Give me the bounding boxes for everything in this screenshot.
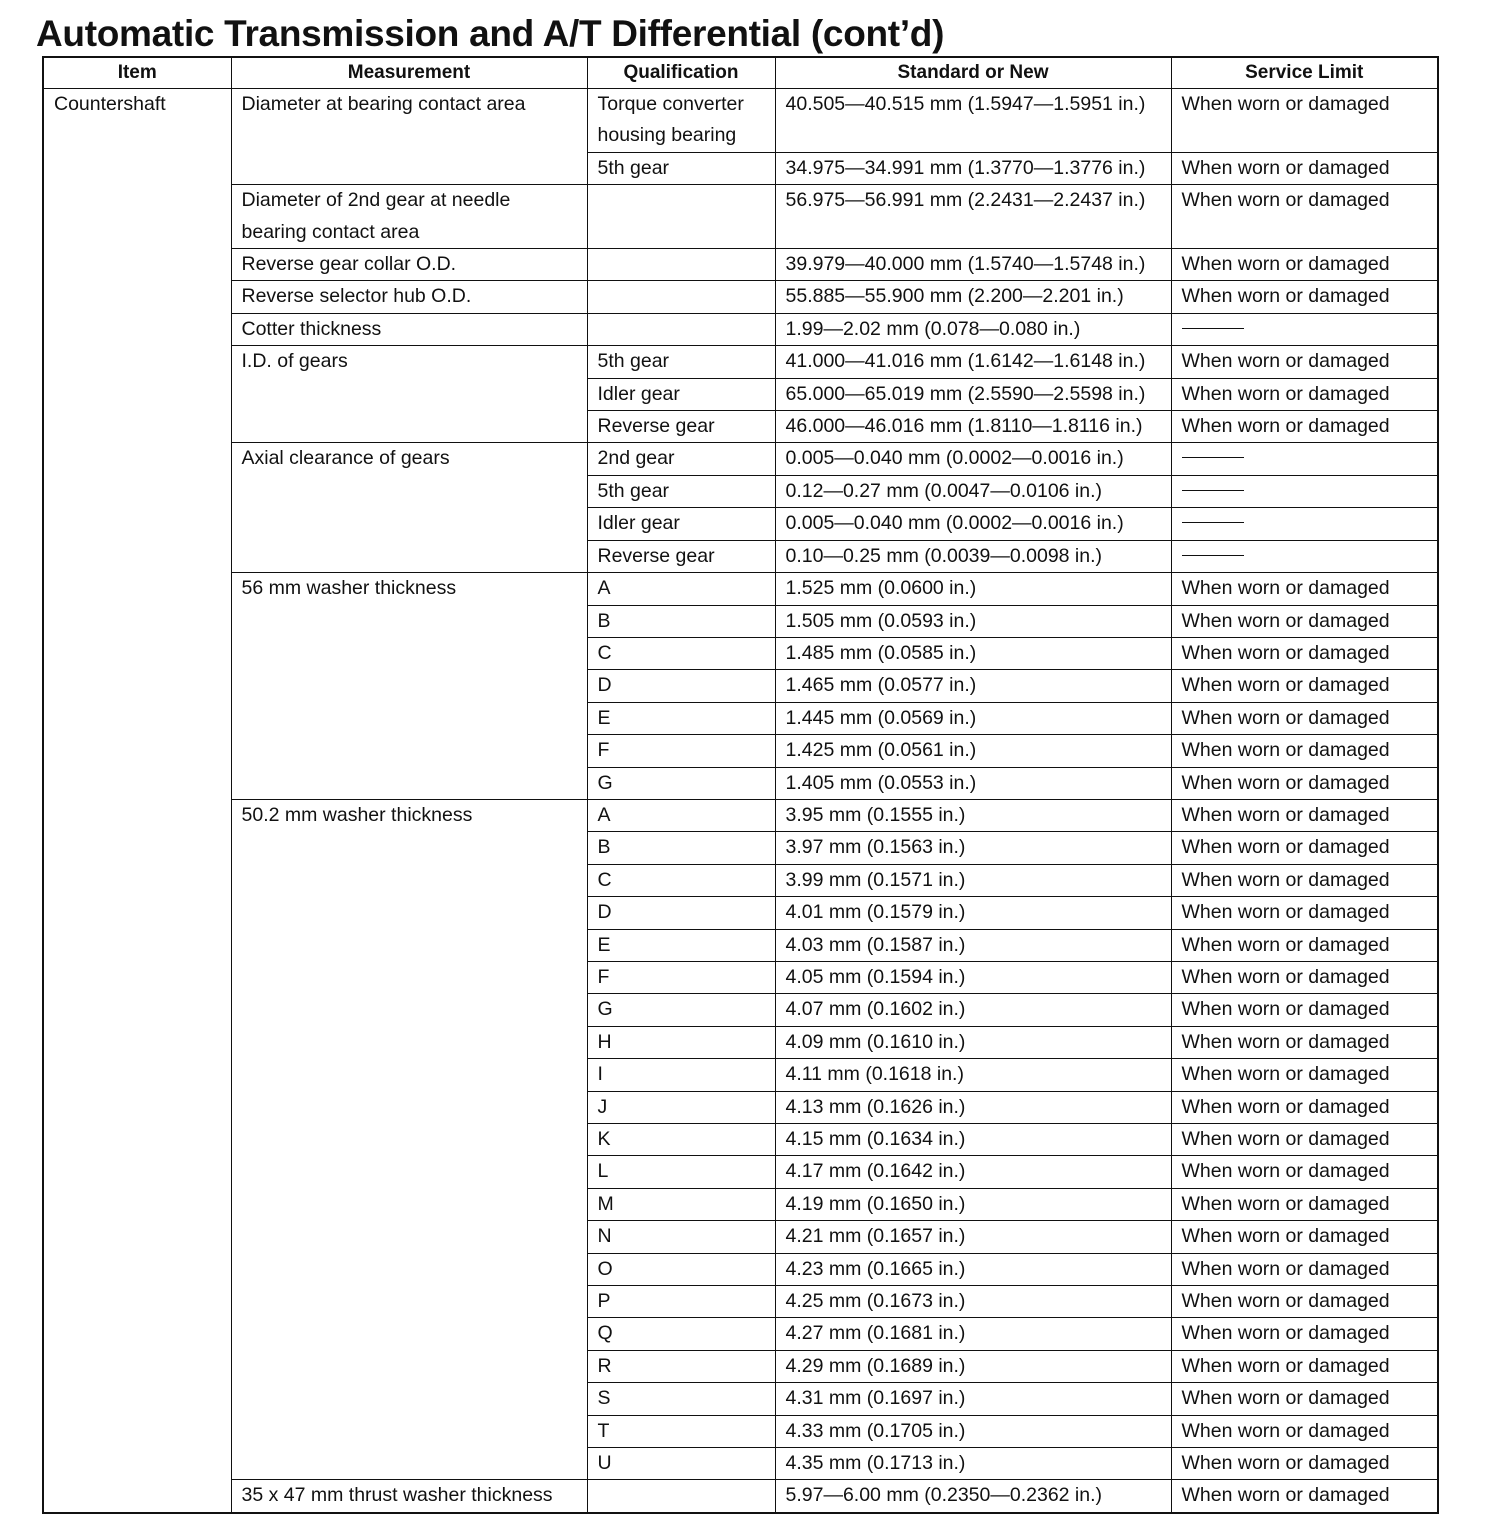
- header-qualification: Qualification: [587, 57, 775, 89]
- qualification-cell: L: [587, 1156, 775, 1188]
- qualification-cell: S: [587, 1383, 775, 1415]
- service-limit-cell: When worn or damaged: [1171, 1480, 1438, 1513]
- standard-cell: 1.445 mm (0.0569 in.): [775, 702, 1171, 734]
- service-limit-cell: When worn or damaged: [1171, 185, 1438, 249]
- service-limit-cell: When worn or damaged: [1171, 346, 1438, 378]
- service-limit-cell: When worn or damaged: [1171, 1383, 1438, 1415]
- table-row: [43, 799, 1438, 831]
- header-measurement: Measurement: [231, 57, 587, 89]
- qualification-cell: E: [587, 702, 775, 734]
- service-limit-cell: When worn or damaged: [1171, 1253, 1438, 1285]
- service-limit-cell: When worn or damaged: [1171, 670, 1438, 702]
- standard-cell: 46.000—46.016 mm (1.8110—1.8116 in.): [775, 411, 1171, 443]
- table-row: [43, 573, 1438, 605]
- service-limit-cell: When worn or damaged: [1171, 1026, 1438, 1058]
- qualification-cell: T: [587, 1415, 775, 1447]
- standard-cell: 4.33 mm (0.1705 in.): [775, 1415, 1171, 1447]
- spec-table: [42, 56, 1439, 1514]
- service-limit-none: [1171, 475, 1438, 507]
- qualification-cell: Reverse gear: [587, 411, 775, 443]
- standard-cell: 39.979—40.000 mm (1.5740—1.5748 in.): [775, 249, 1171, 281]
- measurement-bearing-diameter: Diameter at bearing contact area: [231, 89, 587, 185]
- service-limit-cell: When worn or damaged: [1171, 152, 1438, 184]
- standard-cell: 4.27 mm (0.1681 in.): [775, 1318, 1171, 1350]
- qualification-cell: 5th gear: [587, 346, 775, 378]
- qualification-cell: [587, 185, 775, 249]
- qualification-cell: R: [587, 1350, 775, 1382]
- service-limit-none: [1171, 443, 1438, 475]
- service-limit-cell: When worn or damaged: [1171, 1318, 1438, 1350]
- qualification-cell: F: [587, 961, 775, 993]
- standard-cell: 1.425 mm (0.0561 in.): [775, 735, 1171, 767]
- dash-mark: [1182, 457, 1244, 458]
- standard-cell: 3.97 mm (0.1563 in.): [775, 832, 1171, 864]
- qualification-cell: Idler gear: [587, 378, 775, 410]
- standard-cell: 4.11 mm (0.1618 in.): [775, 1059, 1171, 1091]
- qualification-cell: Torque converter housing bearing: [587, 89, 775, 153]
- qualification-cell: C: [587, 864, 775, 896]
- qualification-cell: D: [587, 670, 775, 702]
- service-limit-cell: When worn or damaged: [1171, 281, 1438, 313]
- standard-cell: 55.885—55.900 mm (2.200—2.201 in.): [775, 281, 1171, 313]
- table-row: [43, 443, 1438, 475]
- standard-cell: 4.23 mm (0.1665 in.): [775, 1253, 1171, 1285]
- standard-cell: 0.005—0.040 mm (0.0002—0.0016 in.): [775, 508, 1171, 540]
- dash-mark: [1182, 490, 1244, 491]
- standard-cell: 0.005—0.040 mm (0.0002—0.0016 in.): [775, 443, 1171, 475]
- dash-mark: [1182, 522, 1244, 523]
- standard-cell: 4.01 mm (0.1579 in.): [775, 897, 1171, 929]
- standard-cell: 4.17 mm (0.1642 in.): [775, 1156, 1171, 1188]
- service-limit-none: [1171, 508, 1438, 540]
- service-limit-cell: When worn or damaged: [1171, 735, 1438, 767]
- qualification-cell: [587, 313, 775, 345]
- service-limit-cell: When worn or damaged: [1171, 1286, 1438, 1318]
- qualification-cell: K: [587, 1124, 775, 1156]
- service-limit-cell: When worn or damaged: [1171, 961, 1438, 993]
- qualification-cell: J: [587, 1091, 775, 1123]
- table-row: [43, 89, 1438, 153]
- service-limit-cell: When worn or damaged: [1171, 1124, 1438, 1156]
- dash-mark: [1182, 328, 1244, 329]
- standard-cell: 1.505 mm (0.0593 in.): [775, 605, 1171, 637]
- qualification-cell: I: [587, 1059, 775, 1091]
- qualification-cell: A: [587, 573, 775, 605]
- service-limit-cell: When worn or damaged: [1171, 1221, 1438, 1253]
- service-limit-cell: When worn or damaged: [1171, 897, 1438, 929]
- measurement-needle-bearing: Diameter of 2nd gear at needle bearing contact area: [231, 185, 587, 249]
- measurement-washer-56mm: 56 mm washer thickness: [231, 573, 587, 800]
- standard-cell: 65.000—65.019 mm (2.5590—2.5598 in.): [775, 378, 1171, 410]
- qualification-cell: 2nd gear: [587, 443, 775, 475]
- qualification-cell: [587, 249, 775, 281]
- measurement-gear-id: I.D. of gears: [231, 346, 587, 443]
- standard-cell: 34.975—34.991 mm (1.3770—1.3776 in.): [775, 152, 1171, 184]
- qualification-cell: A: [587, 799, 775, 831]
- qualification-cell: Idler gear: [587, 508, 775, 540]
- standard-cell: 4.05 mm (0.1594 in.): [775, 961, 1171, 993]
- item-countershaft: Countershaft: [43, 89, 231, 1513]
- qualification-cell: G: [587, 994, 775, 1026]
- qualification-cell: 5th gear: [587, 152, 775, 184]
- standard-cell: 1.485 mm (0.0585 in.): [775, 637, 1171, 669]
- service-limit-none: [1171, 313, 1438, 345]
- standard-cell: 56.975—56.991 mm (2.2431—2.2437 in.): [775, 185, 1171, 249]
- standard-cell: 4.29 mm (0.1689 in.): [775, 1350, 1171, 1382]
- qualification-cell: P: [587, 1286, 775, 1318]
- service-limit-cell: When worn or damaged: [1171, 832, 1438, 864]
- header-item: Item: [43, 57, 231, 89]
- service-limit-cell: When worn or damaged: [1171, 994, 1438, 1026]
- standard-cell: 3.95 mm (0.1555 in.): [775, 799, 1171, 831]
- qualification-cell: M: [587, 1188, 775, 1220]
- table-row: [43, 346, 1438, 378]
- standard-cell: 4.09 mm (0.1610 in.): [775, 1026, 1171, 1058]
- standard-cell: 4.31 mm (0.1697 in.): [775, 1383, 1171, 1415]
- service-limit-cell: When worn or damaged: [1171, 929, 1438, 961]
- measurement-washer-50-2mm: 50.2 mm washer thickness: [231, 799, 587, 1480]
- qualification-cell: C: [587, 637, 775, 669]
- table-row: [43, 313, 1438, 345]
- standard-cell: 1.525 mm (0.0600 in.): [775, 573, 1171, 605]
- qualification-cell: B: [587, 605, 775, 637]
- standard-cell: 41.000—41.016 mm (1.6142—1.6148 in.): [775, 346, 1171, 378]
- page-title: Automatic Transmission and A/T Differential (cont’d): [36, 13, 945, 54]
- service-limit-cell: When worn or damaged: [1171, 249, 1438, 281]
- qualification-cell: F: [587, 735, 775, 767]
- standard-cell: 4.13 mm (0.1626 in.): [775, 1091, 1171, 1123]
- service-limit-cell: When worn or damaged: [1171, 1156, 1438, 1188]
- standard-cell: 1.99—2.02 mm (0.078—0.080 in.): [775, 313, 1171, 345]
- table-row: [43, 249, 1438, 281]
- standard-cell: 4.25 mm (0.1673 in.): [775, 1286, 1171, 1318]
- qualification-cell: O: [587, 1253, 775, 1285]
- qualification-cell: B: [587, 832, 775, 864]
- qualification-cell: Q: [587, 1318, 775, 1350]
- qualification-cell: E: [587, 929, 775, 961]
- qualification-cell: 5th gear: [587, 475, 775, 507]
- measurement-thrust-washer: 35 x 47 mm thrust washer thickness: [231, 1480, 587, 1513]
- service-limit-none: [1171, 540, 1438, 572]
- service-limit-cell: When worn or damaged: [1171, 1188, 1438, 1220]
- qualification-cell: Reverse gear: [587, 540, 775, 572]
- qualification-cell: D: [587, 897, 775, 929]
- standard-cell: 5.97—6.00 mm (0.2350—0.2362 in.): [775, 1480, 1171, 1513]
- qualification-cell: [587, 1480, 775, 1513]
- service-limit-cell: When worn or damaged: [1171, 767, 1438, 799]
- table-row: [43, 185, 1438, 249]
- standard-cell: 0.12—0.27 mm (0.0047—0.0106 in.): [775, 475, 1171, 507]
- standard-cell: 1.465 mm (0.0577 in.): [775, 670, 1171, 702]
- service-limit-cell: When worn or damaged: [1171, 864, 1438, 896]
- service-limit-cell: When worn or damaged: [1171, 1059, 1438, 1091]
- table-row: [43, 281, 1438, 313]
- service-limit-cell: When worn or damaged: [1171, 702, 1438, 734]
- service-limit-cell: When worn or damaged: [1171, 411, 1438, 443]
- service-limit-cell: When worn or damaged: [1171, 573, 1438, 605]
- standard-cell: 40.505—40.515 mm (1.5947—1.5951 in.): [775, 89, 1171, 153]
- qualification-cell: [587, 281, 775, 313]
- service-limit-cell: When worn or damaged: [1171, 637, 1438, 669]
- dash-mark: [1182, 555, 1244, 556]
- standard-cell: 4.21 mm (0.1657 in.): [775, 1221, 1171, 1253]
- service-limit-cell: When worn or damaged: [1171, 605, 1438, 637]
- measurement-cotter: Cotter thickness: [231, 313, 587, 345]
- measurement-axial-clearance: Axial clearance of gears: [231, 443, 587, 573]
- service-limit-cell: When worn or damaged: [1171, 799, 1438, 831]
- qualification-cell: G: [587, 767, 775, 799]
- header-standard: Standard or New: [775, 57, 1171, 89]
- standard-cell: 4.03 mm (0.1587 in.): [775, 929, 1171, 961]
- standard-cell: 4.35 mm (0.1713 in.): [775, 1448, 1171, 1480]
- header-service-limit: Service Limit: [1171, 57, 1438, 89]
- standard-cell: 4.19 mm (0.1650 in.): [775, 1188, 1171, 1220]
- table-row: [43, 1480, 1438, 1513]
- measurement-reverse-collar: Reverse gear collar O.D.: [231, 249, 587, 281]
- standard-cell: 3.99 mm (0.1571 in.): [775, 864, 1171, 896]
- service-limit-cell: When worn or damaged: [1171, 1350, 1438, 1382]
- qualification-cell: N: [587, 1221, 775, 1253]
- qualification-cell: U: [587, 1448, 775, 1480]
- service-limit-cell: When worn or damaged: [1171, 89, 1438, 153]
- standard-cell: 1.405 mm (0.0553 in.): [775, 767, 1171, 799]
- header-row: [43, 57, 1438, 89]
- qualification-cell: H: [587, 1026, 775, 1058]
- service-limit-cell: When worn or damaged: [1171, 1448, 1438, 1480]
- standard-cell: 0.10—0.25 mm (0.0039—0.0098 in.): [775, 540, 1171, 572]
- measurement-reverse-hub: Reverse selector hub O.D.: [231, 281, 587, 313]
- standard-cell: 4.07 mm (0.1602 in.): [775, 994, 1171, 1026]
- service-limit-cell: When worn or damaged: [1171, 1415, 1438, 1447]
- service-limit-cell: When worn or damaged: [1171, 1091, 1438, 1123]
- standard-cell: 4.15 mm (0.1634 in.): [775, 1124, 1171, 1156]
- service-limit-cell: When worn or damaged: [1171, 378, 1438, 410]
